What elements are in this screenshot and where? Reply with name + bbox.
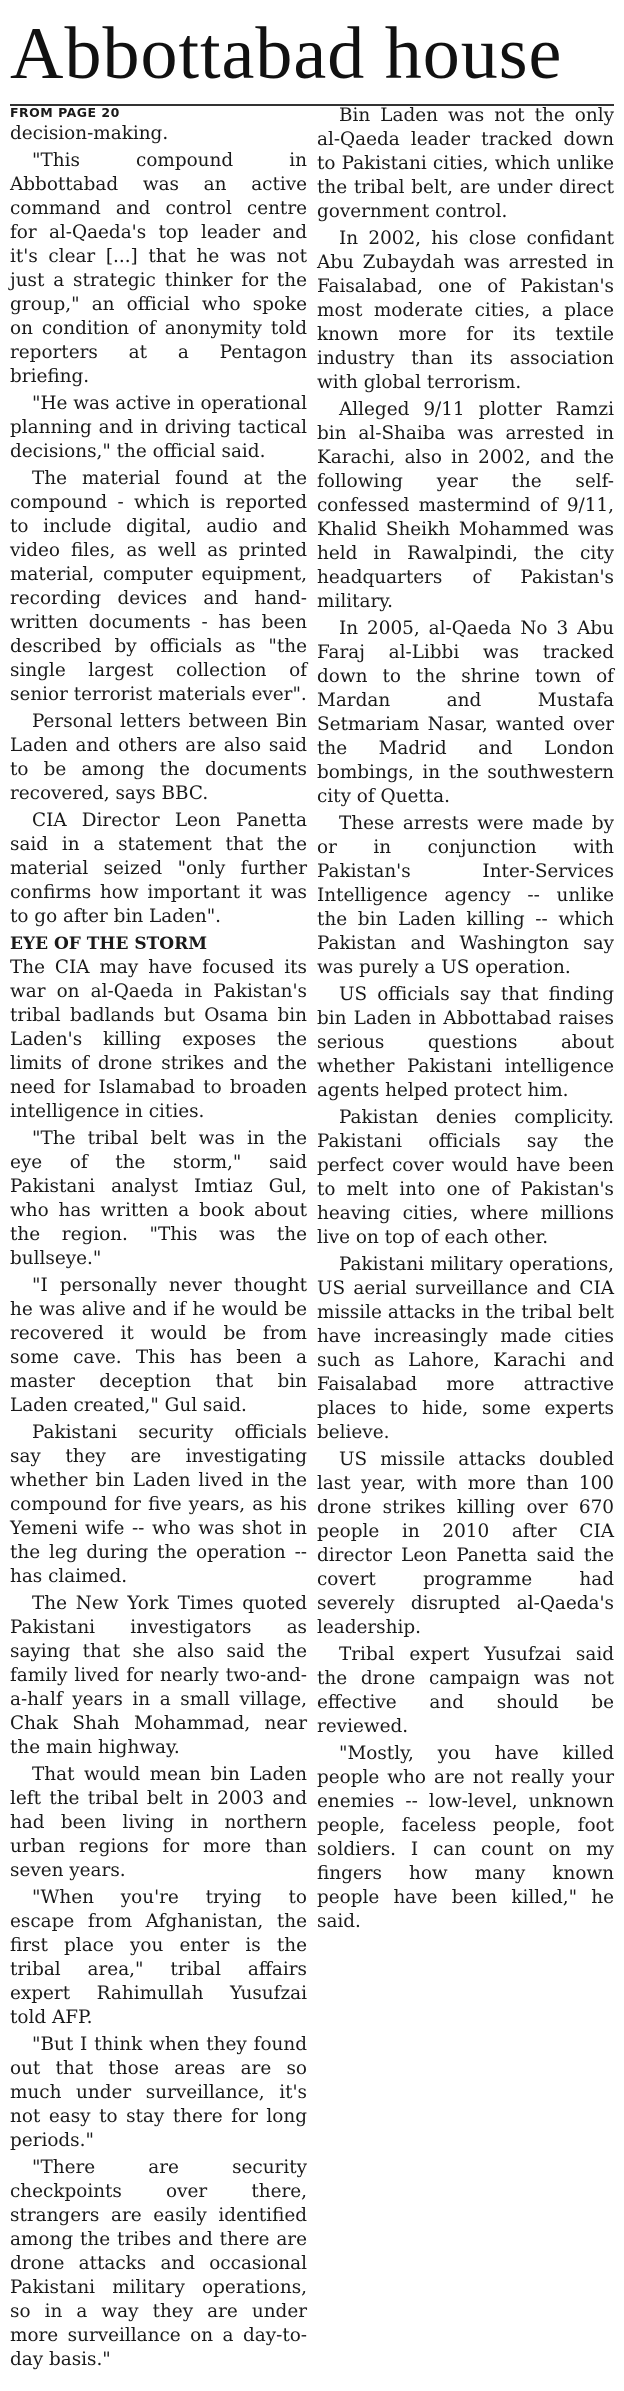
paragraph: The material found at the compound - which is reported to include digital, audio and video files, as well as printed material, computer equipment, recording devices and hand-written documents - has been described by officials as "the single largest collection of senior terrorist materials ever". <box>10 468 307 705</box>
paragraph: US officials say that finding bin Laden in Abbottabad raises serious questions about whether Pakistani intelligence agents helped protect him. <box>317 984 614 1101</box>
paragraph: Bin Laden was not the only al-Qaeda leader tracked down to Pakistani cities, which unlike the tribal belt, are under direct government control. <box>317 105 614 222</box>
paragraph: "The tribal belt was in the eye of the storm," said Pakistani analyst Imtiaz Gul, who has written a book about the region. "This was the bullseye." <box>10 1128 307 1269</box>
article-body <box>10 104 614 2389</box>
paragraph: "When you're trying to escape from Afghanistan, the first place you enter is the tribal area," tribal affairs expert Rahimullah Yusufzai told AFP. <box>10 1887 307 2028</box>
continued-from-label: FROM PAGE 20 <box>10 105 120 120</box>
paragraph: "But I think when they found out that those areas are so much under surveillance, it's not easy to stay there for long periods." <box>10 2034 307 2151</box>
paragraph: Pakistani military operations, US aerial surveillance and CIA missile attacks in the tribal belt have increasingly made cities such as Lahore, Karachi and Faisalabad more attractive places to hide, some experts believe. <box>317 1254 614 1443</box>
headline: Abbottabad house <box>10 13 563 95</box>
paragraph: Pakistani security officials say they are investigating whether bin Laden lived in the compound for five years, as his Yemeni wife -- who was shot in the leg during the operation -- has claimed. <box>10 1422 307 1587</box>
paragraph: In 2002, his close confidant Abu Zubaydah was arrested in Faisalabad, one of Pakistan's most moderate cities, a place known more for its textile industry than its association with global terrorism. <box>317 228 614 393</box>
paragraph: "He was active in operational planning and in driving tactical decisions," the official said. <box>10 393 307 462</box>
paragraph: Personal letters between Bin Laden and others are also said to be among the documents recovered, says BBC. <box>10 711 307 804</box>
paragraph: In 2005, al-Qaeda No 3 Abu Faraj al-Libbi was tracked down to the shrine town of Mardan and Mustafa Setmariam Nasar, wanted over the Madrid and London bombings, in the southwestern city of Quetta. <box>317 618 614 807</box>
section-subhead: EYE OF THE STORM <box>10 934 208 954</box>
paragraph: Tribal expert Yusufzai said the drone campaign was not effective and should be reviewed. <box>317 1644 614 1737</box>
paragraph: decision-making. <box>10 123 169 144</box>
paragraph: That would mean bin Laden left the tribal belt in 2003 and had been living in northern urban regions for more than seven years. <box>10 1764 307 1881</box>
paragraph: "Mostly, you have killed people who are not really your enemies -- low-level, unknown people, faceless people, foot soldiers. I can count on my fingers how many known people have been killed," he said. <box>317 1743 614 1932</box>
paragraph: Pakistan denies complicity. Pakistani officials say the perfect cover would have been to melt into one of Pakistan's heaving cities, where millions live on top of each other. <box>317 1107 614 1248</box>
paragraph: "This compound in Abbottabad was an active command and control centre for al-Qaeda's top leader and it's clear [...] that he was not just a strategic thinker for the group," an official who spoke on condition of anonymity told reporters at a Pentagon briefing. <box>10 150 307 387</box>
paragraph: The New York Times quoted Pakistani investigators as saying that she also said the family lived for nearly two-and-a-half years in a small village, Chak Shah Mohammad, near the main highway. <box>10 1593 307 1758</box>
paragraph: "I personally never thought he was alive and if he would be recovered it would be from some cave. This has been a master deception that bin Laden created," Gul said. <box>10 1275 307 1416</box>
paragraph: "There are security checkpoints over there, strangers are easily identified among the tribes and there are drone attacks and occasional Pakistani military operations, so in a way they are under more surveillance on a day-to-day basis." <box>10 2157 307 2370</box>
paragraph: The CIA may have focused its war on al-Qaeda in Pakistan's tribal badlands but Osama bin Laden's killing exposes the limits of drone strikes and the need for Islamabad to broaden intelligence in cities. <box>10 957 307 1122</box>
paragraph: US missile attacks doubled last year, with more than 100 drone strikes killing over 670 people in 2010 after CIA director Leon Panetta said the covert programme had severely disrupted al-Qaeda's leadership. <box>317 1449 614 1638</box>
paragraph: CIA Director Leon Panetta said in a statement that the material seized "only further confirms how important it was to go after bin Laden". <box>10 810 307 927</box>
paragraph: These arrests were made by or in conjunction with Pakistan's Inter-Services Intelligence agency -- unlike the bin Laden killing -- which Pakistan and Washington say was purely a US operation. <box>317 813 614 978</box>
paragraph: Alleged 9/11 plotter Ramzi bin al-Shaiba was arrested in Karachi, also in 2002, and the following year the self-confessed mastermind of 9/11, Khalid Sheikh Mohammed was held in Rawalpindi, the city headquarters of Pakistan's military. <box>317 399 614 612</box>
news-article <box>10 0 614 2391</box>
